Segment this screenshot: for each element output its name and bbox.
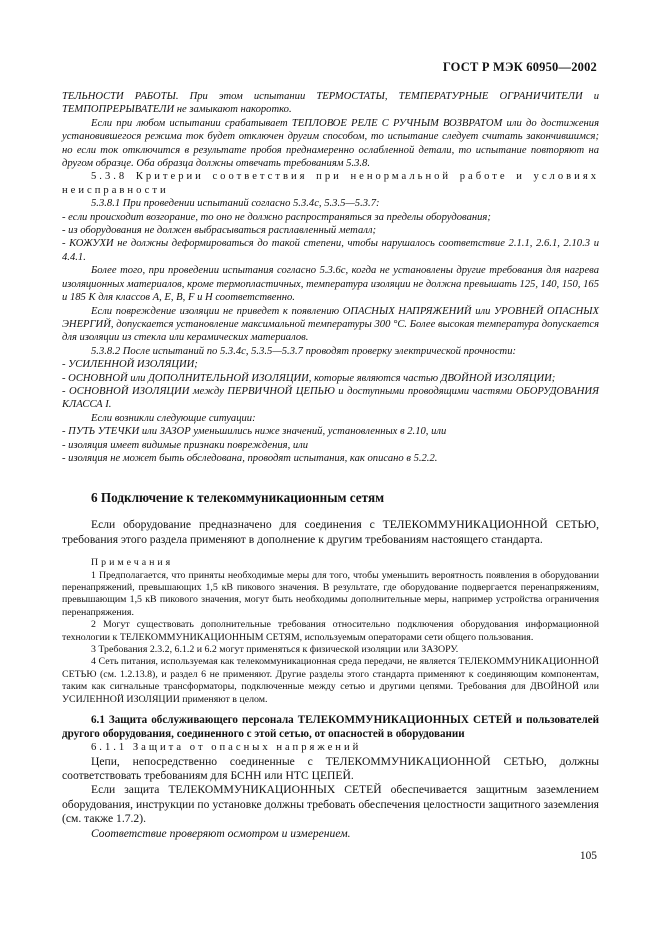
list-item: - изоляция не может быть обследована, проводят испытания, как описано в 5.2.2.: [62, 452, 438, 464]
note: 1 Предполагается, что приняты необходимые меры для того, чтобы уменьшить вероятность появления в оборудовании перенапряжений, превышающих 1,5 кВ пикового значения. В результате, где оборудование подвергается перенапряжениям, превышающим 1,5 кВ пикового значения, могут быть необходимы дополнительные меры, например устройства ограничения перенапряжения.: [62, 569, 599, 618]
note: 2 Могут существовать дополнительные требования относительно подключения оборудования информационной технологии к ТЕЛЕКОММУНИКАЦИОННЫМ СЕТЯМ, используемым операторами сети общего пользования.: [62, 619, 599, 643]
paragraph: Более того, при проведении испытания согласно 5.3.6с, когда не установлены другие требования для нагрева изоляционных материалов, кроме термопластичных, температура изоляции не должна превышать 125, 140, 150, 165 и 185 K для классов A, E, B, F и H соответственно.: [62, 265, 599, 304]
page-number: 105: [579, 850, 597, 862]
page-body: [62, 90, 599, 841]
notes-heading: Примечания: [91, 557, 174, 569]
list-item: - КОЖУХИ не должны деформироваться до такой степени, чтобы нарушалось соответствие 2.1.1, 2.6.1, 2.10.3 и 4.4.1.: [62, 238, 599, 263]
compliance-statement: Соответствие проверяют осмотром и измерением.: [91, 826, 351, 840]
section-title: 6 Подключение к телекоммуникационным сетям: [91, 490, 385, 506]
list-item: - из оборудования не должен выбрасываться расплавленный металл;: [62, 225, 377, 237]
clause-5-3-8-2: 5.3.8.2 После испытаний по 5.3.4с, 5.3.5—5.3.7 проводят проверку электрической прочности:: [91, 345, 517, 357]
note: 3 Требования 2.3.2, 6.1.2 и 6.2 могут применяться к физической изоляции или ЗАЗОРУ.: [91, 644, 459, 656]
paragraph: Если при любом испытании срабатывает ТЕПЛОВОЕ РЕЛЕ С РУЧНЫМ ВОЗВРАТОМ или до достижения установившегося режима ток будет отключен другим способом, то испытание следует считать закончившимся; но если ток отключится в результате пробоя преднамеренно ослабленной детали, то испытание повторяют на другом образце. Оба образца должны отвечать требованиям 5.3.8.: [62, 117, 599, 170]
list-item: - изоляция имеет видимые признаки повреждения, или: [62, 439, 309, 451]
paragraph: Если возникли следующие ситуации:: [91, 412, 256, 424]
paragraph: Цепи, непосредственно соединенные с ТЕЛЕКОММУНИКАЦИОННОЙ СЕТЬЮ, должны соответствовать требованиям для БСНН или НТС ЦЕПЕЙ.: [62, 754, 599, 783]
note: 4 Сеть питания, используемая как телекоммуникационная среда передачи, не является ТЕЛЕКОММУНИКАЦИОННОЙ СЕТЬЮ (см. 1.2.13.8), и раздел 6 не применяют. Другие разделы этого стандарта применяют к соединяющим компонентам, таким как сигнальные трансформаторы, подключенные между сетью и другими цепями. Требования для ДВОЙНОЙ или УСИЛЕННОЙ ИЗОЛЯЦИИ применяют в целом.: [62, 656, 599, 705]
standard-header: ГОСТ Р МЭК 60950—2002: [442, 60, 597, 74]
paragraph: Если повреждение изоляции не приведет к появлению ОПАСНЫХ НАПРЯЖЕНИЙ или УРОВНЕЙ ОПАСНЫХ ЭНЕРГИЙ, допускается установление максимальной температуры 300 °С. Более высокая температура допускается для изоляции из стекла или керамических материалов.: [62, 305, 599, 344]
list-item: - ПУТЬ УТЕЧКИ или ЗАЗОР уменьшились ниже значений, установленных в 2.10, или: [62, 426, 447, 438]
list-item: - ОСНОВНОЙ ИЗОЛЯЦИИ между ПЕРВИЧНОЙ ЦЕПЬЮ и доступными проводящими частями ОБОРУДОВАНИЯ КЛАССА I.: [62, 385, 599, 411]
list-item: - ОСНОВНОЙ или ДОПОЛНИТЕЛЬНОЙ ИЗОЛЯЦИИ, которые являются частью ДВОЙНОЙ ИЗОЛЯЦИИ;: [62, 372, 556, 384]
paragraph: Если защита ТЕЛЕКОММУНИКАЦИОННЫХ СЕТЕЙ обеспечивается защитным заземлением оборудования, инструкции по установке должны требовать обеспечения целостности защитного заземления (см. также 1.7.2).: [62, 783, 599, 826]
paragraph: ТЕЛЬНОСТИ РАБОТЫ. При этом испытании ТЕРМОСТАТЫ, ТЕМПЕРАТУРНЫЕ ОГРАНИЧИТЕЛИ и ТЕМПОПРЕРЫВАТЕЛИ не замыкают накоротко.: [62, 91, 599, 116]
clause-5-3-8-1: 5.3.8.1 При проведении испытаний согласно 5.3.4с, 5.3.5—5.3.7:: [91, 198, 380, 210]
clause-heading-5-3-8: 5.3.8 Критерии соответствия при ненормальной работе и условиях неисправности: [62, 171, 599, 196]
section-intro: Если оборудование предназначено для соединения с ТЕЛЕКОММУНИКАЦИОННОЙ СЕТЬЮ, требования этого раздела применяют в дополнение к другим требованиям настоящего стандарта.: [62, 518, 599, 546]
list-item: - УСИЛЕННОЙ ИЗОЛЯЦИИ;: [62, 359, 198, 371]
subsection-title-6-1: 6.1 Защита обслуживающего персонала ТЕЛЕКОММУНИКАЦИОННЫХ СЕТЕЙ и пользователей другого оборудования, соединенного с этой сетью, от опасностей в оборудовании: [62, 714, 599, 740]
subsection-title-6-1-1: 6.1.1 Защита от опасных напряжений: [91, 742, 362, 754]
list-item: - если происходит возгорание, то оно не должно распространяться за пределы оборудования;: [62, 211, 491, 223]
